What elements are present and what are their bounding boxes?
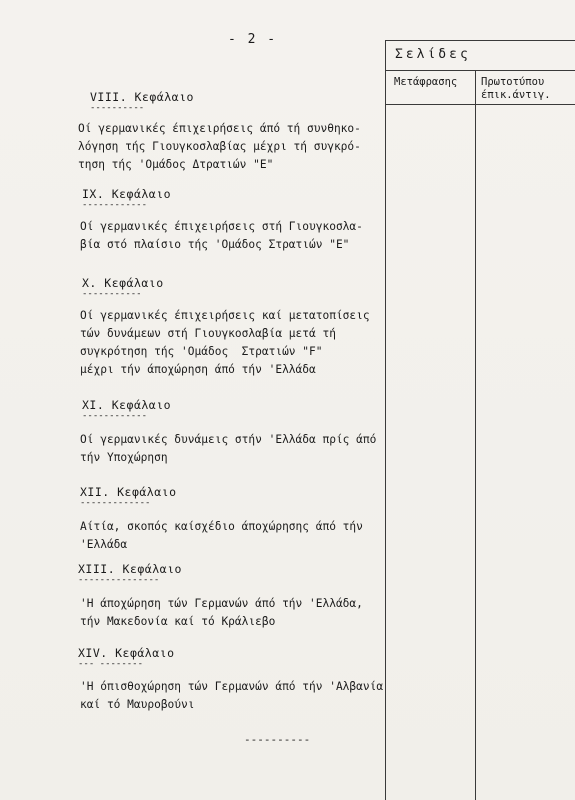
translation-header-line: Μετάφρασης — [394, 76, 458, 88]
description-line: 'Ελλάδα — [80, 538, 128, 551]
description-line: Οί γερμανικές δυνάμεις στήν 'Ελλάδα πρίς άπό — [80, 433, 377, 446]
page-number: - 2 - — [228, 32, 278, 47]
chapter-heading: ΙΧ. Κεφάλαιο — [82, 187, 172, 201]
chapter-description — [80, 518, 363, 554]
chapter-description — [80, 307, 370, 379]
description-line: συγκρότηση τής 'Ομάδος Στρατιών "F" — [80, 345, 323, 358]
heading-underline: ----------- — [82, 289, 142, 299]
description-line: Οί γερμανικές έπιχειρήσεις καί μετατοπίσεις — [80, 309, 370, 322]
original-header-line-2: έπικ.άντιγ. — [481, 89, 551, 101]
chapter-heading: ΧΙΙΙ. Κεφάλαιο — [78, 562, 182, 576]
heading-underline: ------------ — [82, 411, 148, 421]
description-line: μέχρι τήν άποχώρηση άπό τήν 'Ελλάδα — [80, 363, 316, 376]
original-column-header — [481, 76, 551, 102]
description-line: καί τό Μαυροβούνι — [80, 698, 195, 711]
table-title-rule — [385, 70, 575, 71]
pages-column-title: Σελίδες — [395, 47, 471, 62]
description-line: 'Η άποχώρηση τών Γερμανών άπό τήν 'Ελλάδα, — [80, 597, 363, 610]
description-line: βία στό πλαίσιο τής 'Ομάδος Στρατιών "Ε" — [80, 238, 350, 251]
chapter-description — [80, 678, 383, 714]
table-header-rule — [385, 104, 575, 105]
closing-dash-line: ---------- — [244, 733, 311, 746]
chapter-description — [80, 595, 363, 631]
chapter-heading: VIII. Κεφάλαιο — [90, 90, 194, 104]
description-line: τήν Υποχώρηση — [80, 451, 168, 464]
table-left-border — [385, 40, 386, 800]
description-line: τηση τής 'Ομάδος Δτρατιών "Ε" — [78, 158, 274, 171]
description-line: Οί γερμανικές έπιχειρήσεις άπό τή συνθηκο- — [78, 122, 361, 135]
chapter-heading: ΧΙV. Κεφάλαιο — [78, 646, 175, 660]
heading-underline: ------------- — [80, 498, 151, 508]
description-line: λόγηση τής Γιουγκοσλαβίας μέχρι τή συγκρό- — [78, 140, 361, 153]
chapter-description — [78, 120, 361, 174]
chapter-heading: Χ. Κεφάλαιο — [82, 276, 164, 290]
chapter-heading: ΧΙ. Κεφάλαιο — [82, 398, 172, 412]
heading-underline: --- -------- — [78, 659, 144, 669]
chapter-heading: ΧΙΙ. Κεφάλαιο — [80, 485, 177, 499]
description-line: τήν Μακεδονία καί τό Κράλιεβο — [80, 615, 276, 628]
table-top-rule — [385, 40, 575, 41]
chapter-description — [80, 431, 376, 467]
chapter-description — [80, 218, 363, 254]
translation-column-header — [394, 76, 457, 89]
description-line: Οί γερμανικές έπιχειρήσεις στή Γιουγκοσλα- — [80, 220, 363, 233]
description-line: 'Η όπισθοχώρηση τών Γερμανών άπό τήν 'Αλβανία — [80, 680, 384, 693]
description-line: Αίτία, σκοπός καίσχέδιο άποχώρησης άπό τήν — [80, 520, 363, 533]
description-line: τών δυνάμεων στή Γιουγκοσλαβία μετά τή — [80, 327, 336, 340]
original-header-line-1: Πρωτοτύπου — [481, 76, 545, 88]
heading-underline: --------------- — [78, 575, 160, 585]
heading-underline: ------------ — [82, 200, 148, 210]
heading-underline: ---------- — [90, 103, 145, 113]
table-middle-border — [475, 70, 476, 800]
